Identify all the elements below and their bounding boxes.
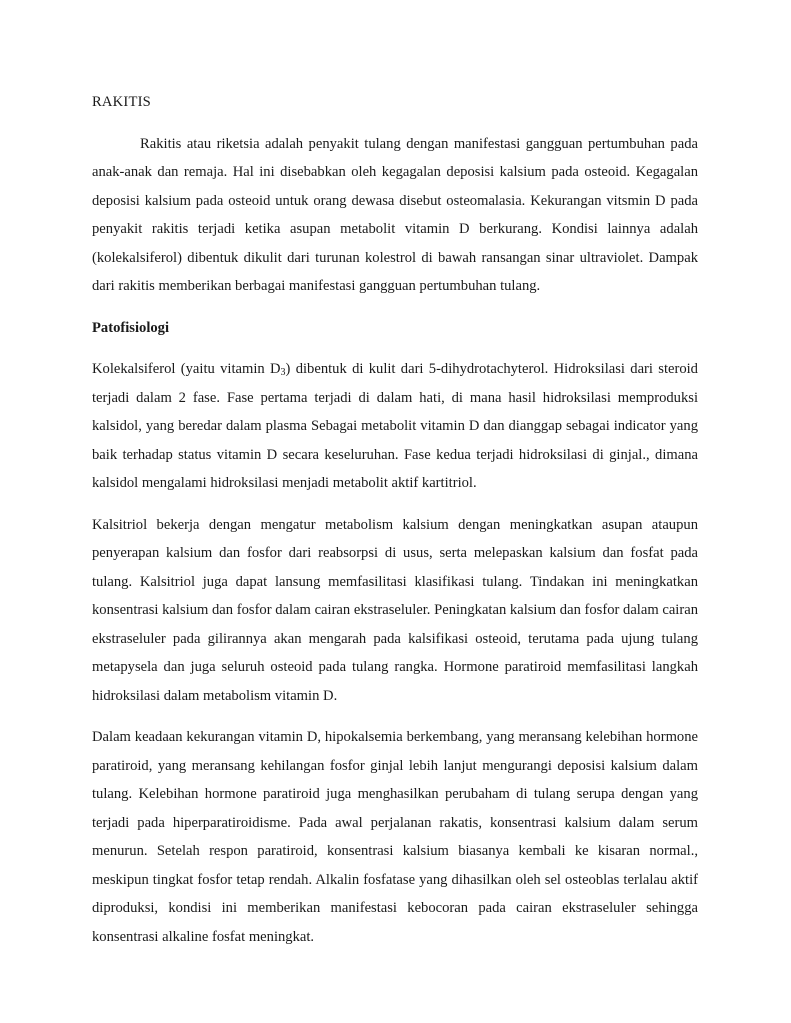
document-title: RAKITIS: [92, 94, 151, 110]
pathophysiology-paragraph-2: Kalsitriol bekerja dengan mengatur metabolism kalsium dengan meningkatkan asupan ataupun penyerapan kalsium dan fosfor dari reabsorpsi di usus, serta melepaskan kalsium dan fosfat pada tulang. Kalsitriol juga dapat lansung memfasilitasi klasifikasi tulang. Tindakan ini meningkatkan konsentrasi kalsium dan fosfor dalam cairan ekstraseluler. Peningkatan kalsium dan fosfor dalam cairan ekstraseluler pada gilirannya akan mengarah pada kalsifikasi osteoid, terutama pada ujung tulang metapysela dan juga seluruh osteoid pada tulang rangka. Hormone paratiroid memfasilitasi langkah hidroksilasi dalam metabolism vitamin D.: [92, 516, 698, 704]
paragraph-text: ) dibentuk di kulit dari 5-dihydrotachyterol. Hidroksilasi dari steroid terjadi dalam 2 fase. Fase pertama terjadi di dalam hati, di mana hasil hidroksilasi memproduksi kalsidol, yang beredar dalam plasma Sebagai metabolit vitamin D dan dianggap sebagai indicator yang baik terhadap status vitamin D secara keseluruhan. Fase kedua terjadi hidroksilasi di ginjal., dimana kalsidol mengalami hidroksilasi menjadi metabolit aktif kartitriol.: [92, 361, 698, 491]
paragraph-text: Kolekalsiferol (yaitu vitamin D: [92, 361, 281, 377]
section-heading: Patofisiologi: [92, 319, 170, 336]
document-body: [92, 88, 698, 964]
pathophysiology-paragraph-1: [92, 355, 698, 498]
subscript: 3: [280, 367, 286, 378]
pathophysiology-paragraph-3: Dalam keadaan kekurangan vitamin D, hipokalsemia berkembang, yang meransang kelebihan hormone paratiroid, yang meransang kehilangan fosfor ginjal lebih lanjut mengurangi deposisi kalsium dalam tulang. Kelebihan hormone paratiroid juga menghasilkan perubaham di tulang serupa dengan yang terjadi pada hiperparatiroidisme. Pada awal perjalanan rakatis, konsentrasi kalsium dalam serum menurun. Setelah respon paratiroid, konsentrasi kalsium biasanya kembali ke kisaran normal., meskipun tingkat fosfor tetap rendah. Alkalin fosfatase yang dihasilkan oleh sel osteoblas terlalau aktif diproduksi, kondisi ini memberikan manifestasi kebocoran pada cairan ekstraseluler sehingga konsentrasi alkaline fosfat meningkat.: [92, 729, 698, 945]
intro-paragraph: Rakitis atau riketsia adalah penyakit tulang dengan manifestasi gangguan pertumbuhan pada anak-anak dan remaja. Hal ini disebabkan oleh kegagalan deposisi kalsium pada osteoid. Kegagalan deposisi kalsium pada osteoid untuk orang dewasa disebut osteomalasia. Kekurangan vitsmin D pada penyakit rakitis terjadi ketika asupan metabolit vitamin D berkurang. Kondisi lainnya adalah (kolekalsiferol) dibentuk dikulit dari turunan kolestrol di bawah ransangan sinar ultraviolet. Dampak dari rakitis memberikan berbagai manifestasi gangguan pertumbuhan tulang.: [92, 135, 698, 294]
